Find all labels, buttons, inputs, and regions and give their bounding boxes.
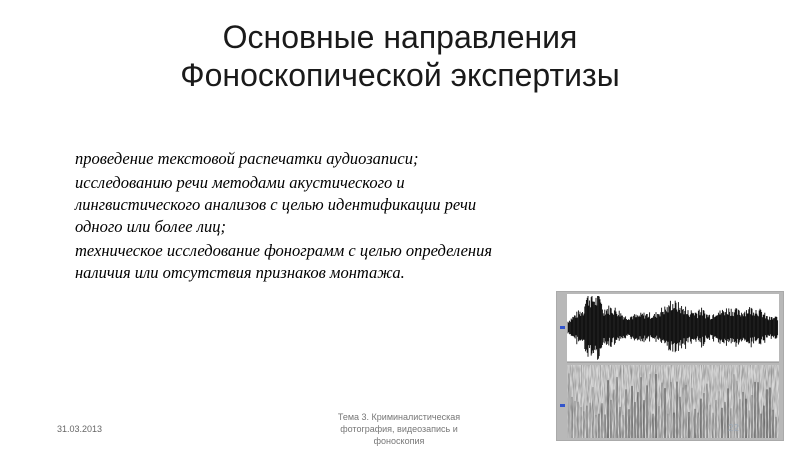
spectrogram-column	[610, 400, 612, 438]
spectrogram-column	[649, 374, 651, 438]
spectrogram-column	[652, 414, 654, 438]
spectrogram-column	[619, 407, 621, 438]
spectrogram-column	[640, 377, 642, 438]
spectrogram-column	[574, 401, 576, 438]
bullet-item	[58, 240, 598, 284]
spectrogram-column	[682, 388, 684, 438]
spectrogram-column	[673, 413, 675, 438]
spectrogram-column	[568, 373, 570, 438]
spectrogram-column	[661, 383, 663, 438]
spectrogram-column	[706, 384, 708, 438]
spectrogram-column	[700, 399, 702, 438]
waveform-marker	[560, 326, 565, 329]
spectrogram-column	[691, 388, 693, 438]
spectrogram-column	[634, 402, 636, 438]
spectrogram-column	[598, 414, 600, 438]
spectrogram-column	[604, 414, 606, 438]
spectrogram-column	[667, 414, 669, 438]
bullet-text-line: исследованию речи методами акустического и	[75, 173, 405, 192]
spectrogram-column	[742, 392, 744, 438]
spectrogram-column	[688, 412, 690, 438]
bullet-item	[58, 172, 598, 238]
footer-topic-line: фотография, видеозапись и	[340, 424, 458, 434]
bullet-item	[58, 148, 598, 170]
spectrogram-column	[670, 382, 672, 438]
audio-waveform-image	[556, 291, 784, 441]
spectrogram-column	[631, 386, 633, 438]
spectrogram-column	[772, 410, 774, 438]
footer-date: 31.03.2013	[57, 424, 103, 434]
spectrogram-column	[703, 393, 705, 438]
spectrogram-column	[622, 415, 624, 438]
title-line-2: Фоноскопической экспертизы	[180, 57, 620, 93]
spectrogram-column	[589, 403, 591, 438]
footer-topic-line: фоноскопия	[373, 436, 425, 446]
spectrogram-column	[775, 417, 777, 438]
spectrogram-column	[697, 413, 699, 438]
spectrogram-column	[613, 390, 615, 438]
bullet-list	[58, 148, 598, 286]
spectrogram-column	[679, 397, 681, 438]
spectrogram-column	[676, 382, 678, 438]
title-line-1: Основные направления	[222, 19, 578, 55]
spectrogram-column	[586, 406, 588, 438]
spectrogram-column	[754, 382, 756, 438]
spectrogram-column	[607, 380, 609, 438]
spectrogram-column	[757, 382, 759, 438]
spectrogram-marker	[560, 404, 565, 407]
footer-topic-line: Тема 3. Криминалистическая	[337, 412, 461, 422]
spectrogram-column	[592, 387, 594, 438]
spectrogram-column	[685, 385, 687, 438]
bullet-text-line: техническое исследование фонограмм с целью определения	[75, 241, 493, 260]
spectrogram-column	[715, 400, 717, 438]
spectrogram-column	[625, 389, 627, 438]
spectrogram-column	[571, 397, 573, 438]
spectrogram-column	[580, 407, 582, 438]
bullet-text-line: одного или более лиц;	[75, 217, 226, 236]
spectrogram-column	[724, 402, 726, 438]
spectrogram-column	[748, 410, 750, 438]
spectrogram-column	[709, 405, 711, 438]
spectrogram-column	[577, 402, 579, 438]
spectrogram-column	[643, 400, 645, 438]
page-number: 22	[728, 423, 740, 434]
spectrogram-column	[766, 389, 768, 438]
spectrogram-column	[745, 399, 747, 438]
spectrogram-column	[637, 392, 639, 438]
spectrogram-column	[595, 415, 597, 438]
bullet-text-line: проведение текстовой распечатки аудиозаписи;	[75, 149, 419, 168]
spectrogram-column	[760, 414, 762, 438]
spectrogram-column	[664, 388, 666, 438]
spectrogram-column	[583, 411, 585, 438]
bullet-text-line: наличия или отсутствия признаков монтажа.	[75, 263, 405, 282]
spectrogram-column	[769, 388, 771, 438]
spectrogram-column	[694, 409, 696, 438]
spectrogram-column	[739, 399, 741, 438]
bullet-text-line: лингвистического анализов с целью идентификации речи	[75, 195, 477, 214]
footer-topic	[320, 411, 478, 447]
spectrogram-column	[628, 409, 630, 438]
spectrogram-column	[646, 385, 648, 438]
slide-title	[0, 18, 800, 94]
spectrogram-column	[763, 406, 765, 438]
spectrogram-column	[721, 408, 723, 438]
waveform-spectrogram-graphic	[557, 292, 783, 440]
spectrogram-column	[751, 395, 753, 438]
spectrogram-column	[718, 391, 720, 438]
spectrogram-column	[616, 377, 618, 438]
spectrogram-column	[655, 374, 657, 438]
spectrogram-column	[658, 406, 660, 438]
spectrogram-column	[712, 413, 714, 438]
spectrogram-column	[601, 403, 603, 438]
